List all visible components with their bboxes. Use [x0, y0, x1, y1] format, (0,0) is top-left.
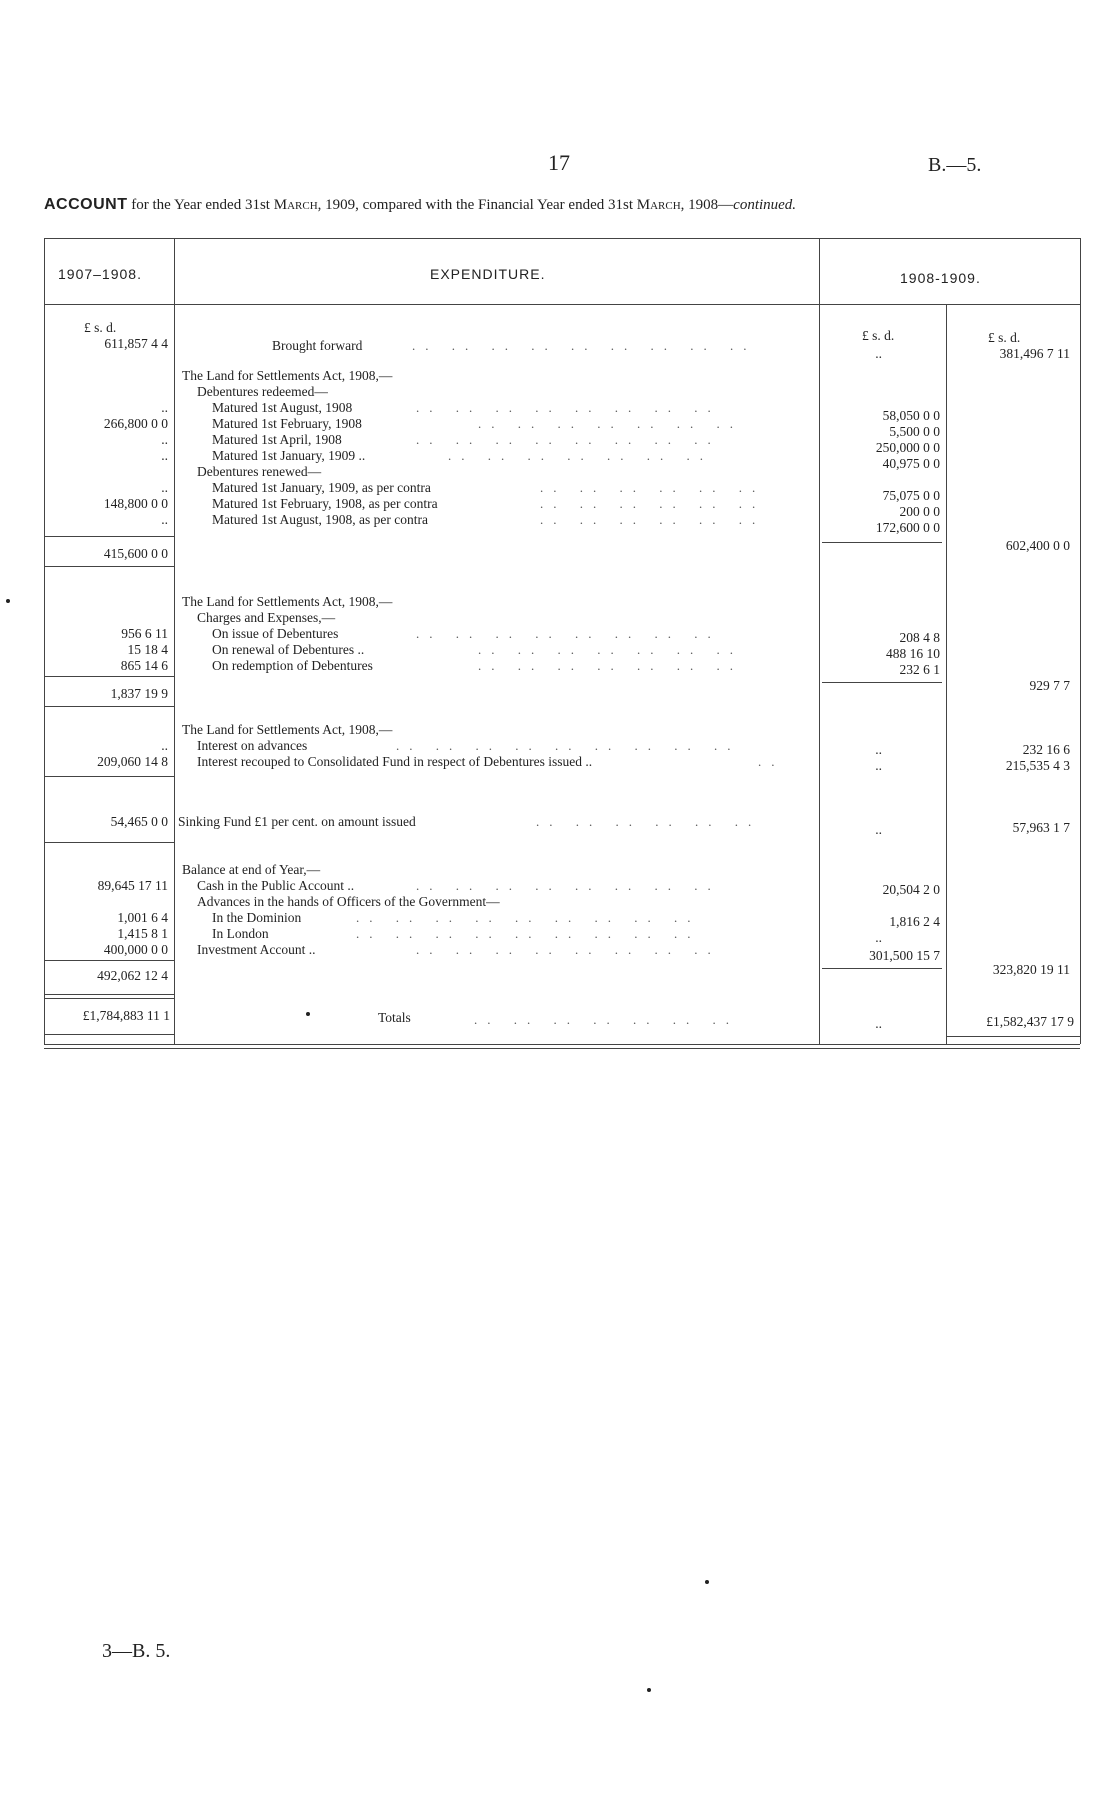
debentures-renewed-label: Debentures renewed—: [197, 464, 322, 479]
unit-label-detail: £ s. d.: [862, 328, 895, 343]
heading-mid: , 1909, compared with the Financial Year ended 31st: [317, 197, 633, 213]
r1-prev: ..: [161, 400, 168, 415]
land-settlements-title-2: The Land for Settlements Act, 1908,—: [182, 594, 393, 609]
n2-amount: 200 0 0: [899, 504, 940, 519]
unit-label-prev: £ s. d.: [84, 320, 117, 335]
charges-expenses-label: Charges and Expenses,—: [197, 610, 336, 625]
i1-label: Interest on advances: [197, 738, 308, 753]
leader-dots: .. .. .. .. .. .. .. .. ..: [412, 338, 757, 353]
n3-amount: 172,600 0 0: [875, 520, 940, 535]
table-left-border: [44, 238, 45, 1044]
document-heading: [44, 196, 796, 214]
table-bottom-rule: [44, 1044, 1080, 1045]
n1-amount: 75,075 0 0: [882, 488, 940, 503]
brought-forward-total: 381,496 7 11: [999, 346, 1070, 361]
scan-speck: [647, 1688, 651, 1692]
c3-amount: 232 6 1: [899, 662, 940, 677]
investment-label: Investment Account ..: [197, 942, 316, 957]
subtotal-rule-prev: [44, 676, 174, 677]
dominion-amount: 1,816 2 4: [889, 914, 940, 929]
r1-amount: 58,050 0 0: [882, 408, 940, 423]
leader-dots: .. .. .. .. .. ..: [540, 512, 766, 527]
leader-dots: .. .. .. .. .. .. .. ..: [416, 626, 721, 641]
header-bottom-rule: [44, 304, 1080, 305]
dominion-prev: 1,001 6 4: [117, 910, 168, 925]
subtotal-rule-detail: [822, 968, 942, 969]
section-rule: [44, 706, 174, 707]
i2-label: Interest recouped to Consolidated Fund in respect of Debentures issued ..: [197, 754, 593, 769]
leader-dots: .. .. .. .. .. ..: [540, 480, 766, 495]
land1-subtotal-prev: 415,600 0 0: [103, 546, 168, 561]
leader-dots: .. .. .. .. .. ..: [536, 814, 762, 829]
column-divider-3: [946, 304, 947, 1044]
i2-total: 215,535 4 3: [1005, 758, 1070, 773]
c3-label: On redemption of Debentures: [212, 658, 373, 673]
land2-subtotal: 929 7 7: [1029, 678, 1070, 693]
subtotal-rule-detail: [822, 682, 942, 683]
r3-amount: 250,000 0 0: [875, 440, 940, 455]
investment-amount: 301,500 15 7: [869, 948, 940, 963]
scan-speck: [6, 599, 10, 603]
cash-amount: 20,504 2 0: [882, 882, 940, 897]
subtotal-rule-prev: [44, 536, 174, 537]
section-rule: [44, 776, 174, 777]
heading-pre: for the Year ended 31st: [131, 197, 270, 213]
r3-prev: ..: [161, 432, 168, 447]
totals-rule-right: [946, 1036, 1080, 1037]
i2-detail: ..: [875, 758, 882, 773]
balance-title: Balance at end of Year,—: [182, 862, 321, 877]
c1-label: On issue of Debentures: [212, 626, 339, 641]
sinking-label: Sinking Fund £1 per cent. on amount issued: [178, 814, 416, 829]
heading-post: , 1908—: [680, 197, 734, 213]
r4-amount: 40,975 0 0: [882, 456, 940, 471]
r4-label: Matured 1st January, 1909 ..: [212, 448, 366, 463]
dominion-label: In the Dominion: [212, 910, 302, 925]
balance-subtotal-prev: 492,062 12 4: [97, 968, 168, 983]
subtotal-rule-detail: [822, 542, 942, 543]
leader-dots: .. .. .. .. .. .. .. ..: [416, 878, 721, 893]
n2-label: Matured 1st February, 1908, as per contra: [212, 496, 438, 511]
london-label: In London: [212, 926, 269, 941]
totals-prev: £1,784,883 11 1: [82, 1008, 170, 1023]
c3-prev: 865 14 6: [120, 658, 168, 673]
page-reference: B.—5.: [928, 154, 982, 176]
land2-subtotal-prev: 1,837 19 9: [110, 686, 168, 701]
i2-prev: 209,060 14 8: [97, 754, 168, 769]
n3-label: Matured 1st August, 1908, as per contra: [212, 512, 428, 527]
totals-detail: ..: [875, 1016, 882, 1031]
r2-prev: 266,800 0 0: [103, 416, 168, 431]
leader-dots: .. .. .. .. .. .. ..: [478, 642, 743, 657]
heading-month-1: March: [273, 197, 318, 213]
column-header-1908-1909: 1908-1909.: [900, 270, 981, 286]
land-settlements-title-3: The Land for Settlements Act, 1908,—: [182, 722, 393, 737]
subtotal-rule-prev: [44, 960, 174, 961]
leader-dots: .. .. .. .. .. .. ..: [474, 1012, 739, 1027]
totals-rule: [44, 1034, 174, 1035]
page-footer-ref: 3—B. 5.: [102, 1640, 171, 1662]
c2-label: On renewal of Debentures ..: [212, 642, 365, 657]
c1-amount: 208 4 8: [899, 630, 940, 645]
leader-dots: .. .. .. .. .. .. .. .. ..: [396, 738, 741, 753]
heading-month-2: March: [636, 197, 681, 213]
column-header-1907-1908: 1907–1908.: [58, 266, 142, 282]
r3-label: Matured 1st April, 1908: [212, 432, 342, 447]
c2-amount: 488 16 10: [886, 646, 940, 661]
london-prev: 1,415 8 1: [117, 926, 168, 941]
leader-dots: .. .. .. .. .. .. .. .. ..: [356, 910, 701, 925]
scan-speck: [306, 1012, 310, 1016]
cash-prev: 89,645 17 11: [97, 878, 168, 893]
section-rule: [44, 994, 174, 995]
n3-prev: ..: [161, 512, 168, 527]
unit-label-total: £ s. d.: [988, 330, 1021, 345]
r2-amount: 5,500 0 0: [889, 424, 940, 439]
section-rule-2: [44, 998, 174, 999]
leader-dots: .. .. .. .. .. .. .. ..: [416, 432, 721, 447]
debentures-redeemed-label: Debentures redeemed—: [197, 384, 328, 399]
heading-tail: continued.: [733, 197, 797, 213]
land-settlements-title-1: The Land for Settlements Act, 1908,—: [182, 368, 393, 383]
brought-forward-detail: ..: [875, 346, 882, 361]
leader-dots: .. .. .. .. .. .. .. .. ..: [356, 926, 701, 941]
totals-label: Totals: [378, 1010, 411, 1025]
cash-label: Cash in the Public Account ..: [197, 878, 355, 893]
sinking-detail: ..: [875, 822, 882, 837]
r4-prev: ..: [161, 448, 168, 463]
i1-total: 232 16 6: [1022, 742, 1070, 757]
sinking-prev: 54,465 0 0: [110, 814, 168, 829]
r1-label: Matured 1st August, 1908: [212, 400, 353, 415]
leader-dots: .. .. .. .. .. ..: [540, 496, 766, 511]
section-rule: [44, 566, 174, 567]
london-amount: ..: [875, 930, 882, 945]
i1-prev: ..: [161, 738, 168, 753]
column-divider-1: [174, 238, 175, 1044]
page-number: 17: [548, 150, 570, 175]
n2-prev: 148,800 0 0: [103, 496, 168, 511]
column-header-expenditure: EXPENDITURE.: [430, 266, 546, 282]
leader-dots: ..: [758, 754, 785, 769]
investment-prev: 400,000 0 0: [103, 942, 168, 957]
land1-subtotal: 602,400 0 0: [1005, 538, 1070, 553]
column-divider-2: [819, 238, 820, 1044]
brought-forward-label: Brought forward: [272, 338, 363, 353]
leader-dots: .. .. .. .. .. .. ..: [478, 416, 743, 431]
i1-detail: ..: [875, 742, 882, 757]
r2-label: Matured 1st February, 1908: [212, 416, 362, 431]
scan-speck: [705, 1580, 709, 1584]
advances-label: Advances in the hands of Officers of the Government—: [197, 894, 500, 909]
table-bottom-rule-2: [44, 1048, 1080, 1049]
leader-dots: .. .. .. .. .. .. .. ..: [416, 942, 721, 957]
c2-prev: 15 18 4: [127, 642, 168, 657]
balance-subtotal: 323,820 19 11: [992, 962, 1070, 977]
n1-prev: ..: [161, 480, 168, 495]
leader-dots: .. .. .. .. .. .. .. ..: [416, 400, 721, 415]
c1-prev: 956 6 11: [121, 626, 168, 641]
heading-lead: ACCOUNT: [44, 196, 128, 213]
brought-forward-prev: 611,857 4 4: [104, 336, 168, 351]
totals-total: £1,582,437 17 9: [986, 1014, 1074, 1029]
n1-label: Matured 1st January, 1909, as per contra: [212, 480, 431, 495]
table-right-border: [1080, 238, 1081, 1044]
sinking-total: 57,963 1 7: [1012, 820, 1070, 835]
section-rule: [44, 842, 174, 843]
table-top-rule: [44, 238, 1080, 239]
leader-dots: .. .. .. .. .. .. ..: [448, 448, 713, 463]
leader-dots: .. .. .. .. .. .. ..: [478, 658, 743, 673]
